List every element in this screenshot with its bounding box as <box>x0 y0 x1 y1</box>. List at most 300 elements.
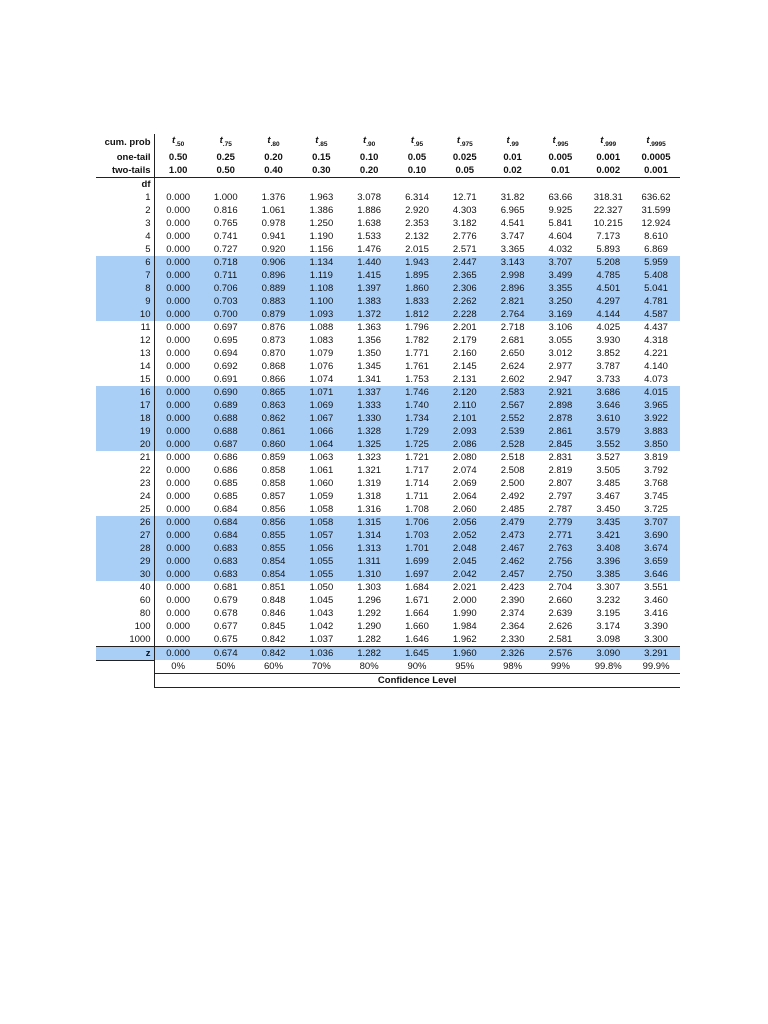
critical-value: 1.310 <box>345 568 393 581</box>
df-value: 21 <box>96 451 154 464</box>
critical-value: 2.660 <box>548 594 573 606</box>
critical-value: 0.865 <box>250 386 298 399</box>
critical-value: 0.000 <box>166 321 191 333</box>
critical-value: 2.500 <box>500 477 525 489</box>
critical-value: 0.000 <box>154 399 202 412</box>
critical-value: 1.771 <box>405 347 429 359</box>
critical-value: 1.646 <box>405 633 429 645</box>
critical-value: 3.686 <box>584 386 632 399</box>
critical-value: 0.816 <box>213 204 238 216</box>
critical-value: 3.106 <box>548 321 573 333</box>
critical-value: 2.457 <box>489 568 537 581</box>
critical-value: 3.551 <box>644 581 668 593</box>
critical-value: 0.000 <box>166 490 191 502</box>
t-symbol: t <box>552 135 556 146</box>
critical-value: 3.078 <box>357 191 382 203</box>
t-symbol-header <box>250 134 298 151</box>
one-tail-value: 0.01 <box>503 151 522 163</box>
critical-value: 3.467 <box>596 490 621 502</box>
critical-value: 2.539 <box>489 425 537 438</box>
critical-value: 1.345 <box>357 360 382 372</box>
critical-value: 2.602 <box>500 373 525 385</box>
df-value: 100 <box>96 620 154 633</box>
critical-value: 3.745 <box>644 490 668 502</box>
critical-value: 1.190 <box>309 230 334 242</box>
table-row <box>96 191 680 204</box>
critical-value: 1.296 <box>357 594 382 606</box>
critical-value: 1.061 <box>309 464 334 476</box>
footer-blank <box>96 674 154 688</box>
critical-value: 2.048 <box>441 542 489 555</box>
critical-value: 0.683 <box>202 555 250 568</box>
df-value: 7 <box>96 269 154 282</box>
table-row <box>96 464 680 477</box>
critical-value: 1.717 <box>405 464 429 476</box>
critical-value: 1.782 <box>405 334 429 346</box>
critical-value: 1.708 <box>405 503 429 515</box>
critical-value: 3.707 <box>537 256 585 269</box>
critical-value: 2.074 <box>452 464 477 476</box>
table-row <box>96 373 680 386</box>
critical-value: 4.221 <box>644 347 668 359</box>
critical-value: 3.174 <box>596 620 621 632</box>
df-value: 40 <box>96 581 154 594</box>
critical-value: 2.718 <box>500 321 525 333</box>
critical-value: 4.032 <box>548 243 573 255</box>
critical-value: 0.858 <box>261 464 286 476</box>
t-symbol-header <box>393 134 441 151</box>
one-tail-value: 0.10 <box>359 151 379 163</box>
critical-value: 2.064 <box>452 490 477 502</box>
z-row <box>96 646 680 660</box>
t-symbol-header <box>537 134 585 151</box>
critical-value: 1.476 <box>357 243 382 255</box>
t-symbol-header <box>632 134 680 151</box>
critical-value: 3.707 <box>632 516 680 529</box>
critical-value: 0.000 <box>154 256 202 269</box>
critical-value: 3.850 <box>632 438 680 451</box>
critical-value: 1.711 <box>405 490 429 502</box>
critical-value: 2.056 <box>441 516 489 529</box>
critical-value: 1.753 <box>405 373 429 385</box>
one-tail-value: 0.025 <box>452 151 477 163</box>
z-label: z <box>96 646 154 660</box>
table-row <box>96 243 680 256</box>
critical-value: 0.000 <box>166 191 191 203</box>
critical-value: 0.876 <box>261 321 286 333</box>
critical-value: 3.579 <box>584 425 632 438</box>
critical-value: 2.771 <box>537 529 585 542</box>
critical-value: 3.143 <box>489 256 537 269</box>
critical-value: 12.71 <box>452 191 477 203</box>
critical-value: 1.638 <box>357 217 382 229</box>
critical-value: 0.694 <box>213 347 238 359</box>
critical-value: 2.807 <box>548 477 573 489</box>
critical-value: 1.100 <box>297 295 345 308</box>
confidence-value: 95% <box>455 661 475 673</box>
critical-value: 2.365 <box>441 269 489 282</box>
critical-value: 2.021 <box>452 581 477 593</box>
df-value: 3 <box>96 217 154 230</box>
two-tails-value: 0.05 <box>441 164 489 178</box>
df-value: 10 <box>96 308 154 321</box>
critical-value: 1.325 <box>345 438 393 451</box>
critical-value: 2.110 <box>441 399 489 412</box>
critical-value: 1.290 <box>357 620 382 632</box>
critical-value: 3.307 <box>596 581 621 593</box>
t-symbol: t <box>456 135 461 146</box>
critical-value: 0.854 <box>250 555 298 568</box>
critical-value: 1.328 <box>345 425 393 438</box>
critical-value: 0.000 <box>166 204 191 216</box>
one-tail-value: 0.0005 <box>641 151 671 163</box>
critical-value: 3.416 <box>644 607 668 619</box>
critical-value: 1.699 <box>393 555 441 568</box>
confidence-value: 99% <box>550 661 570 673</box>
table-row <box>96 425 680 438</box>
critical-value: 1.059 <box>309 490 334 502</box>
critical-value: 1.156 <box>309 243 334 255</box>
critical-value: 2.000 <box>452 594 477 606</box>
critical-value: 1.318 <box>357 490 382 502</box>
critical-value: 1.079 <box>309 347 334 359</box>
critical-value: 1.671 <box>405 594 429 606</box>
critical-value: 0.000 <box>154 295 202 308</box>
critical-value: 2.132 <box>405 230 429 242</box>
critical-value: 1.533 <box>357 230 382 242</box>
two-tails-value: 0.30 <box>297 164 345 178</box>
critical-value: 1.729 <box>393 425 441 438</box>
critical-value: 0.941 <box>261 230 286 242</box>
df-value: 26 <box>96 516 154 529</box>
critical-value: 0.857 <box>261 490 286 502</box>
critical-value: 1.714 <box>405 477 429 489</box>
confidence-value: 98% <box>503 661 523 673</box>
critical-value: 1.056 <box>297 542 345 555</box>
critical-value: 2.201 <box>452 321 477 333</box>
df-value: 23 <box>96 477 154 490</box>
table-row <box>96 217 680 230</box>
critical-value: 1.330 <box>345 412 393 425</box>
critical-value: 1.314 <box>345 529 393 542</box>
critical-value: 0.000 <box>154 555 202 568</box>
critical-value: 2.447 <box>441 256 489 269</box>
table-row <box>96 308 680 321</box>
table-row <box>96 555 680 568</box>
critical-value: 2.485 <box>500 503 525 515</box>
critical-value: 5.208 <box>584 256 632 269</box>
critical-value: 1.341 <box>357 373 382 385</box>
critical-value: 7.173 <box>596 230 621 242</box>
critical-value: 12.924 <box>641 217 671 229</box>
critical-value: 0.000 <box>154 568 202 581</box>
critical-value: 0.000 <box>154 282 202 295</box>
critical-value: 6.869 <box>644 243 668 255</box>
critical-value: 3.733 <box>596 373 621 385</box>
critical-value: 1.043 <box>309 607 334 619</box>
confidence-value: 70% <box>311 661 331 673</box>
critical-value: 318.31 <box>593 191 623 203</box>
df-value: 17 <box>96 399 154 412</box>
table-row <box>96 542 680 555</box>
critical-value: 1.337 <box>345 386 393 399</box>
critical-value: 0.683 <box>202 568 250 581</box>
t-symbol: t <box>267 135 271 146</box>
critical-value: 1.311 <box>345 555 393 568</box>
critical-value: 0.000 <box>154 308 202 321</box>
critical-value: 2.120 <box>441 386 489 399</box>
critical-value: 4.781 <box>632 295 680 308</box>
critical-value: 1.383 <box>345 295 393 308</box>
t-symbol: t <box>410 135 415 146</box>
one-tail-value: 0.50 <box>168 151 188 163</box>
critical-value: 3.659 <box>632 555 680 568</box>
one-tail-value: 0.005 <box>548 151 573 163</box>
critical-value: 2.353 <box>405 217 429 229</box>
critical-value: 3.930 <box>596 334 621 346</box>
critical-value: 0.000 <box>166 360 191 372</box>
df-header-blank <box>154 177 680 191</box>
table-row <box>96 204 680 217</box>
critical-value: 4.015 <box>632 386 680 399</box>
critical-value: 1.055 <box>297 555 345 568</box>
critical-value: 4.025 <box>596 321 621 333</box>
critical-value: 0.000 <box>166 451 191 463</box>
critical-value: 1.372 <box>345 308 393 321</box>
confidence-value: 60% <box>264 661 284 673</box>
critical-value: 1.984 <box>452 620 477 632</box>
critical-value: 1.812 <box>393 308 441 321</box>
critical-value: 3.169 <box>537 308 585 321</box>
critical-value: 2.896 <box>489 282 537 295</box>
critical-value: 8.610 <box>644 230 668 242</box>
df-value: 8 <box>96 282 154 295</box>
one-tail-label: one-tail <box>96 151 154 164</box>
critical-value: 1.119 <box>297 269 345 282</box>
critical-value: 3.747 <box>500 230 525 242</box>
critical-value: 0.859 <box>261 451 286 463</box>
critical-value: 0.000 <box>166 217 191 229</box>
two-tails-value: 0.001 <box>632 164 680 178</box>
t-subscript: .85 <box>318 140 328 148</box>
table-row <box>96 620 680 633</box>
critical-value: 1.064 <box>297 438 345 451</box>
critical-value: 0.000 <box>166 464 191 476</box>
critical-value: 1.000 <box>213 191 238 203</box>
df-value: 6 <box>96 256 154 269</box>
one-tail-value: 0.001 <box>596 151 621 163</box>
two-tails-value: 0.50 <box>202 164 250 178</box>
critical-value: 1.071 <box>297 386 345 399</box>
two-tails-value: 0.002 <box>584 164 632 178</box>
critical-value: 0.681 <box>213 581 238 593</box>
critical-value: 2.861 <box>537 425 585 438</box>
critical-value: 1.740 <box>393 399 441 412</box>
table-row <box>96 581 680 594</box>
critical-value: 2.581 <box>548 633 573 645</box>
critical-value: 2.639 <box>548 607 573 619</box>
t-symbol: t <box>506 135 510 146</box>
critical-value: 0.697 <box>213 321 238 333</box>
critical-value: 3.182 <box>452 217 477 229</box>
critical-value: 0.851 <box>261 581 286 593</box>
critical-value: 2.423 <box>500 581 525 593</box>
t-symbol-header <box>584 134 632 151</box>
critical-value: 1.050 <box>309 581 334 593</box>
critical-value: 0.000 <box>166 581 191 593</box>
critical-value: 2.764 <box>489 308 537 321</box>
critical-value: 3.390 <box>644 620 668 632</box>
table-row <box>96 256 680 269</box>
critical-value: 1.042 <box>309 620 334 632</box>
critical-value: 0.000 <box>154 386 202 399</box>
critical-value: 1.108 <box>297 282 345 295</box>
t-symbol: t <box>363 135 367 146</box>
critical-value: 22.327 <box>593 204 623 216</box>
critical-value: 2.473 <box>489 529 537 542</box>
z-value: 0.000 <box>154 646 202 660</box>
critical-value: 1.761 <box>405 360 429 372</box>
critical-value: 1.376 <box>261 191 286 203</box>
critical-value: 1.703 <box>393 529 441 542</box>
critical-value: 3.499 <box>537 269 585 282</box>
critical-value: 0.000 <box>166 633 191 645</box>
critical-value: 0.000 <box>166 607 191 619</box>
critical-value: 3.365 <box>500 243 525 255</box>
critical-value: 6.314 <box>405 191 429 203</box>
critical-value: 0.687 <box>202 438 250 451</box>
df-value: 15 <box>96 373 154 386</box>
df-value: 16 <box>96 386 154 399</box>
critical-value: 2.779 <box>537 516 585 529</box>
critical-value: 0.000 <box>166 594 191 606</box>
critical-value: 2.878 <box>537 412 585 425</box>
confidence-row <box>96 660 680 674</box>
critical-value: 2.626 <box>548 620 573 632</box>
critical-value: 3.725 <box>644 503 668 515</box>
critical-value: 1.045 <box>309 594 334 606</box>
t-subscript: .999 <box>603 140 617 148</box>
critical-value: 31.82 <box>500 191 525 203</box>
critical-value: 0.842 <box>261 633 286 645</box>
t-symbol: t <box>315 135 319 146</box>
critical-value: 1.660 <box>405 620 429 632</box>
critical-value: 4.587 <box>632 308 680 321</box>
critical-value: 0.000 <box>166 347 191 359</box>
z-value: 2.326 <box>489 646 537 660</box>
confidence-row-label-blank <box>96 660 154 674</box>
two-tails-label: two-tails <box>96 164 154 178</box>
t-subscript: .75 <box>222 140 232 148</box>
critical-value: 0.000 <box>166 503 191 515</box>
critical-value: 2.042 <box>441 568 489 581</box>
critical-value: 0.686 <box>213 464 238 476</box>
one-tail-value: 0.20 <box>264 151 283 163</box>
critical-value: 3.055 <box>548 334 573 346</box>
critical-value: 3.552 <box>584 438 632 451</box>
df-value: 27 <box>96 529 154 542</box>
t-subscript: .975 <box>460 140 473 148</box>
df-value: 25 <box>96 503 154 516</box>
critical-value: 2.650 <box>500 347 525 359</box>
t-subscript: .99 <box>509 140 519 148</box>
critical-value: 0.873 <box>261 334 286 346</box>
critical-value: 2.390 <box>500 594 525 606</box>
critical-value: 0.870 <box>261 347 286 359</box>
critical-value: 2.228 <box>441 308 489 321</box>
critical-value: 0.690 <box>202 386 250 399</box>
critical-value: 1.664 <box>405 607 429 619</box>
two-tails-value: 0.10 <box>393 164 441 178</box>
critical-value: 3.385 <box>584 568 632 581</box>
critical-value: 2.518 <box>500 451 525 463</box>
critical-value: 0.000 <box>154 269 202 282</box>
t-symbol-header <box>154 134 202 151</box>
critical-value: 2.086 <box>441 438 489 451</box>
critical-value: 0.706 <box>202 282 250 295</box>
critical-value: 0.883 <box>250 295 298 308</box>
critical-value: 3.485 <box>596 477 621 489</box>
critical-value: 0.675 <box>213 633 238 645</box>
critical-value: 2.681 <box>500 334 525 346</box>
critical-value: 0.000 <box>166 230 191 242</box>
confidence-value: 90% <box>407 661 427 673</box>
critical-value: 1.440 <box>345 256 393 269</box>
critical-value: 0.856 <box>261 503 286 515</box>
table-row <box>96 451 680 464</box>
critical-value: 2.179 <box>452 334 477 346</box>
critical-value: 2.776 <box>452 230 477 242</box>
df-value: 19 <box>96 425 154 438</box>
critical-value: 1.323 <box>357 451 382 463</box>
critical-value: 0.711 <box>202 269 250 282</box>
critical-value: 1.386 <box>309 204 334 216</box>
critical-value: 2.831 <box>548 451 573 463</box>
critical-value: 4.437 <box>644 321 668 333</box>
critical-value: 2.160 <box>452 347 477 359</box>
critical-value: 4.297 <box>584 295 632 308</box>
critical-value: 3.195 <box>596 607 621 619</box>
critical-value: 1.725 <box>393 438 441 451</box>
critical-value: 1.083 <box>309 334 334 346</box>
critical-value: 1.356 <box>357 334 382 346</box>
table-row <box>96 282 680 295</box>
table-row <box>96 269 680 282</box>
critical-value: 2.819 <box>548 464 573 476</box>
confidence-value: 99.9% <box>642 661 670 673</box>
df-value: 9 <box>96 295 154 308</box>
critical-value: 2.080 <box>452 451 477 463</box>
critical-value: 2.492 <box>500 490 525 502</box>
critical-value: 0.889 <box>250 282 298 295</box>
table-row <box>96 295 680 308</box>
critical-value: 3.232 <box>596 594 621 606</box>
critical-value: 1.962 <box>452 633 477 645</box>
critical-value: 0.684 <box>202 516 250 529</box>
critical-value: 1.316 <box>357 503 382 515</box>
critical-value: 0.679 <box>213 594 238 606</box>
df-value: 18 <box>96 412 154 425</box>
critical-value: 0.000 <box>154 542 202 555</box>
z-value: 1.036 <box>297 646 345 660</box>
critical-value: 2.093 <box>441 425 489 438</box>
critical-value: 1.292 <box>357 607 382 619</box>
critical-value: 3.852 <box>596 347 621 359</box>
critical-value: 2.920 <box>405 204 429 216</box>
critical-value: 2.571 <box>452 243 477 255</box>
critical-value: 1.066 <box>297 425 345 438</box>
critical-value: 4.318 <box>644 334 668 346</box>
